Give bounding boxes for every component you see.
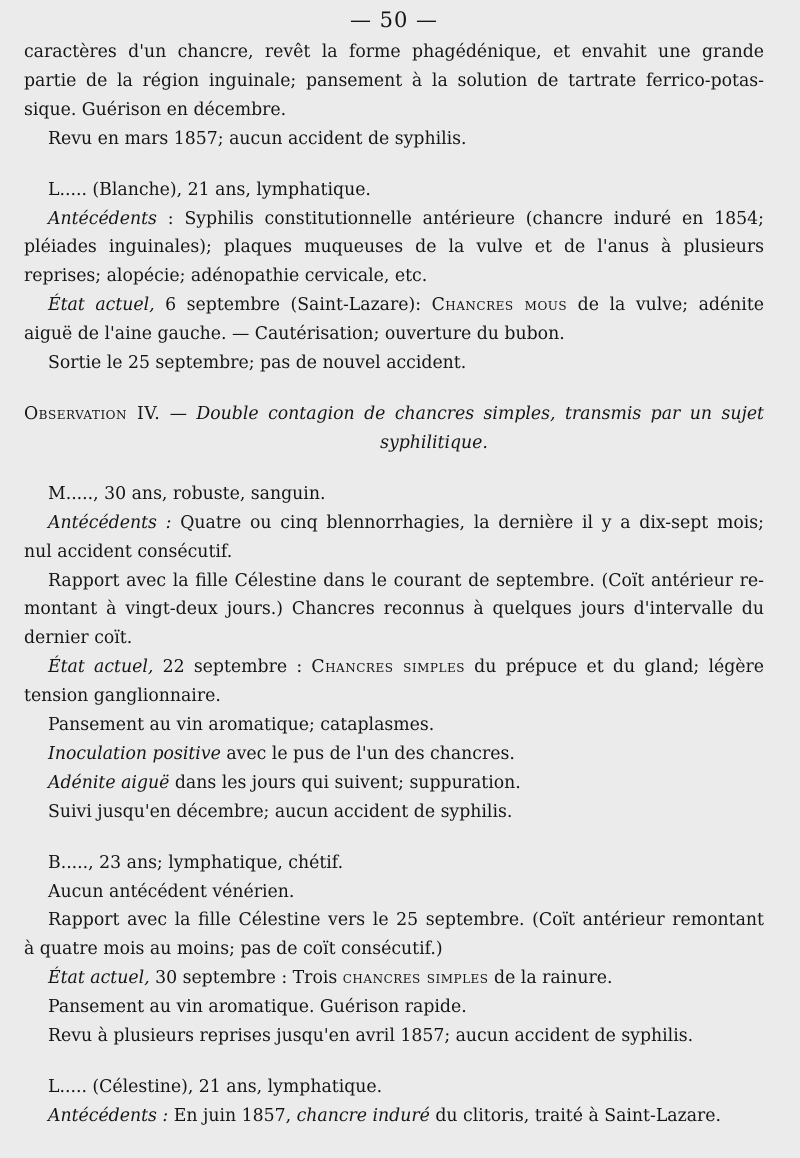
case-heading: L..... (Blanche), 21 ans, lymphatique. [48, 179, 371, 200]
text-line: pléiades inguinales); plaques muqueuses de la vulve et de l'anus à plusieurs [24, 237, 764, 258]
text-span: 30 septembre : Trois [149, 968, 343, 989]
text-line: Revu à plusieurs reprises jusqu'en avril 1857; aucun accident de syphilis. [48, 1026, 694, 1047]
text-line: Suivi jusqu'en décembre; aucun accident de syphilis. [48, 801, 513, 822]
spacer [24, 458, 764, 480]
antecedents-label: Antécédents : [48, 512, 172, 533]
etat-label: État actuel, [48, 295, 155, 316]
observation-subtitle: Double contagion de chancres simples, transmis par un sujet [196, 403, 764, 424]
text-span: du prépuce et du gland; légère [464, 657, 764, 678]
text-line: reprises; alopécie; adénopathie cervicale, etc. [24, 266, 428, 287]
text-line: Revu en mars 1857; aucun accident de syphilis. [48, 128, 467, 149]
text-line: Rapport avec la fille Célestine vers le 25 septembre. (Coït antérieur remontant [48, 910, 764, 931]
text-line: caractères d'un chancre, revêt la forme phagédénique, et envahit une grande [24, 42, 764, 62]
adenite-line [24, 769, 764, 798]
small-caps-span: chancres simples [342, 968, 489, 989]
antecedents-line [24, 205, 764, 234]
text-line: aiguë de l'aine gauche. — Cautérisation; ouverture du bubon. [24, 324, 565, 345]
small-caps-span: Chancres simples [311, 657, 465, 678]
antecedents-label: Antécédents [48, 208, 157, 229]
italic-span: chancre induré [296, 1105, 430, 1126]
text-line: Pansement au vin aromatique. Guérison rapide. [48, 997, 467, 1018]
spacer [24, 1051, 764, 1073]
text-line: Aucun antécédent vénérien. [48, 881, 295, 902]
text-line: tension ganglionnaire. [24, 686, 221, 707]
spacer [24, 827, 764, 849]
text-span: 22 septembre : [153, 657, 312, 678]
text-span: du clitoris, traité à Saint-Lazare. [429, 1105, 721, 1126]
antecedents-line [24, 1102, 764, 1131]
text-span: — [160, 403, 197, 424]
etat-label: État actuel, [48, 657, 154, 678]
small-caps-span: Chancres mous [431, 295, 568, 316]
observation-subtitle-cont: syphilitique. [380, 432, 488, 453]
text-span: avec le pus de l'un des chancres. [220, 743, 515, 764]
inoculation-line [24, 740, 764, 769]
text-line: Rapport avec la fille Célestine dans le courant de septembre. (Coït antérieur re- [48, 570, 764, 591]
text-span: de la vulve; adénite [567, 295, 764, 316]
spacer [24, 154, 764, 176]
text-line: montant à vingt-deux jours.) Chancres reconnus à quelques jours d'intervalle du [24, 599, 764, 620]
text-span: Quatre ou cinq blennorrhagies, la dernière il y a dix-sept mois; [171, 512, 764, 533]
text-line: partie de la région inguinale; pansement à la solution de tartrate ferrico-potas- [24, 70, 764, 91]
text-span: de la rainure. [488, 968, 613, 989]
etat-line [24, 964, 764, 993]
text-line: à quatre mois au moins; pas de coït consécutif.) [24, 939, 443, 960]
inoculation-label: Inoculation positive [48, 743, 221, 764]
case-heading: L..... (Célestine), 21 ans, lymphatique. [48, 1077, 383, 1097]
text-line: dernier coït. [24, 628, 133, 649]
case-heading: M....., 30 ans, robuste, sanguin. [48, 483, 326, 504]
etat-line [24, 653, 764, 682]
etat-label: État actuel, [48, 968, 150, 989]
text-line: nul accident consécutif. [24, 541, 233, 562]
observation-label: Observation IV. [24, 403, 161, 424]
etat-line [24, 291, 764, 320]
text-span: 6 septembre (Saint-Lazare): [154, 295, 432, 316]
observation-title [24, 400, 764, 429]
text-line: Sortie le 25 septembre; pas de nouvel accident. [48, 353, 467, 374]
antecedents-label: Antécédents : [48, 1105, 169, 1126]
spacer [24, 378, 764, 400]
text-span: : Syphilis constitutionnelle antérieure (chancre induré en 1854; [156, 208, 764, 229]
page-number: — 50 — [349, 8, 439, 32]
text-span: En juin 1857, [168, 1105, 297, 1126]
adenite-label: Adénite aiguë [48, 772, 170, 793]
text-line: Pansement au vin aromatique; cataplasmes. [48, 715, 435, 736]
antecedents-line [24, 509, 764, 538]
text-span: dans les jours qui suivent; suppuration. [169, 772, 521, 793]
text-line: sique. Guérison en décembre. [24, 99, 287, 120]
case-heading: B....., 23 ans; lymphatique, chétif. [48, 852, 344, 873]
